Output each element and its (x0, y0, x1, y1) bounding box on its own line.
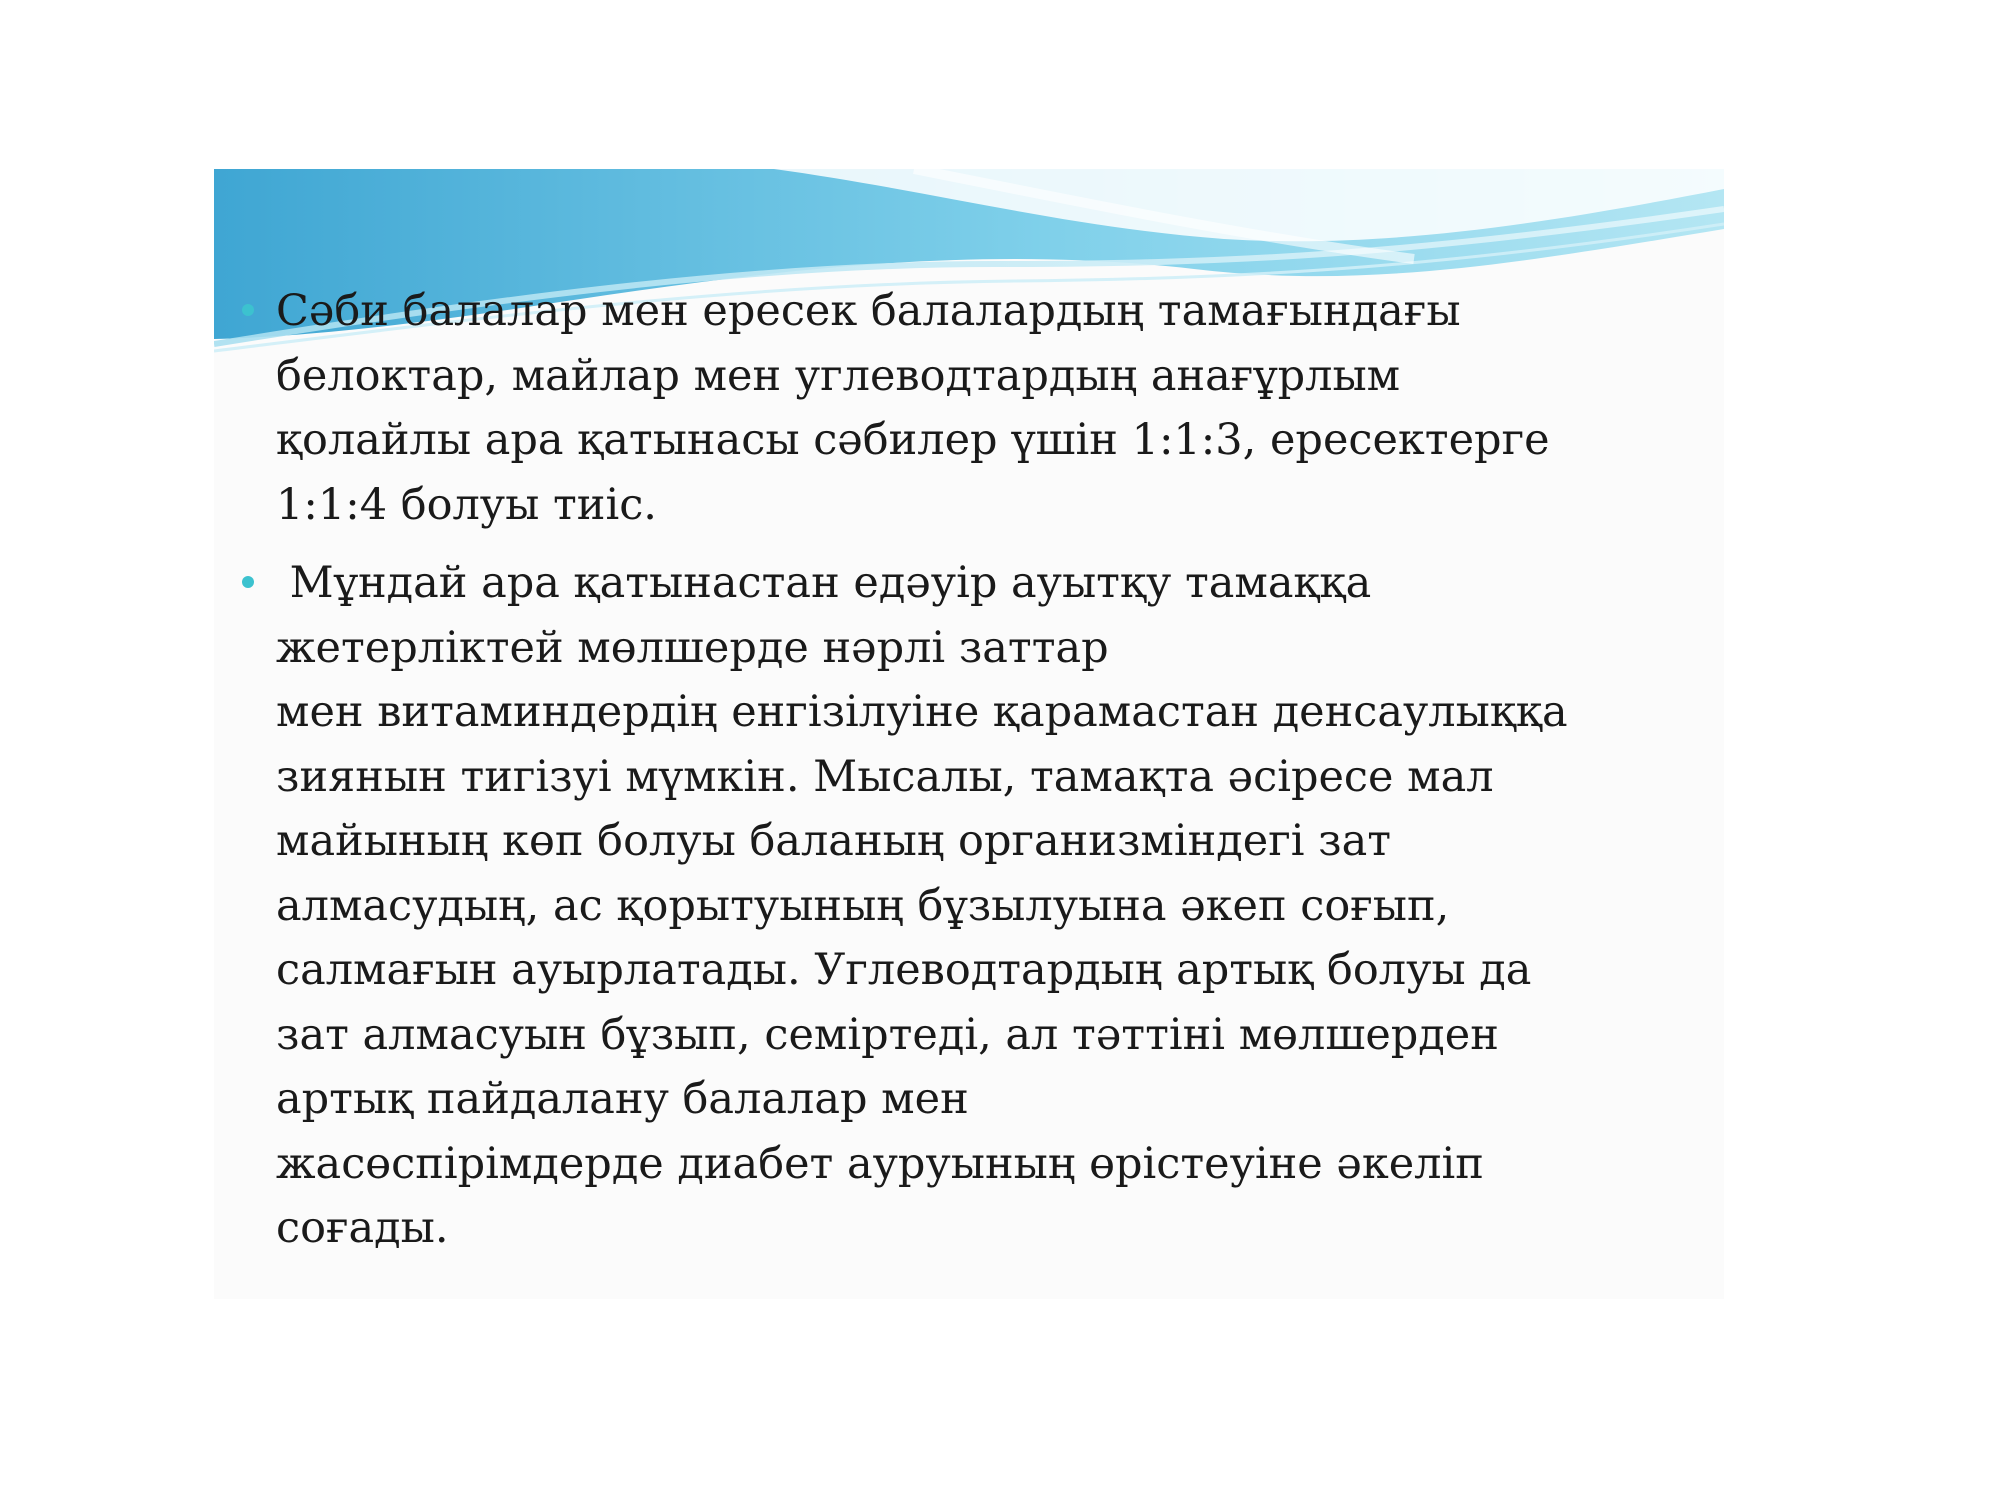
bullet-item-2 (214, 551, 1724, 1261)
bullet-item-1 (214, 279, 1724, 537)
slide (214, 169, 1724, 1299)
slide-content (214, 279, 1724, 1261)
bullet-dot-icon (242, 576, 254, 588)
bullet-dot-icon (242, 304, 254, 316)
bullet-text-2: Мұндай ара қатынастан едәуір ауытқу тамаққа жетерліктей мөлшерде нәрлі заттар мен витаминдердің енгізілуіне қарамастан денсаулыққа зиянын тигізуі мүмкін. Мысалы, тамақта әсіресе мал майының көп болуы баланың организміндегі зат алмасудың, ас қорытуының бұзылуына әкеп соғып, салмағын ауырлатады. Углеводтардың артық болуы да зат алмасуын бұзып, семіртеді, ал тәттіні мөлшерден артық пайдалану балалар мен жасөспірімдерде диабет ауруының өрістеуіне әкеліп соғады. (276, 558, 1568, 1253)
bullet-text-1: Сәби балалар мен ересек балалардың тамағындағы белоктар, майлар мен углеводтардың анағұрлым қолайлы ара қатынасы сәбилер үшін 1:1:3, ересектерге 1:1:4 болуы тиіс. (276, 286, 1550, 530)
